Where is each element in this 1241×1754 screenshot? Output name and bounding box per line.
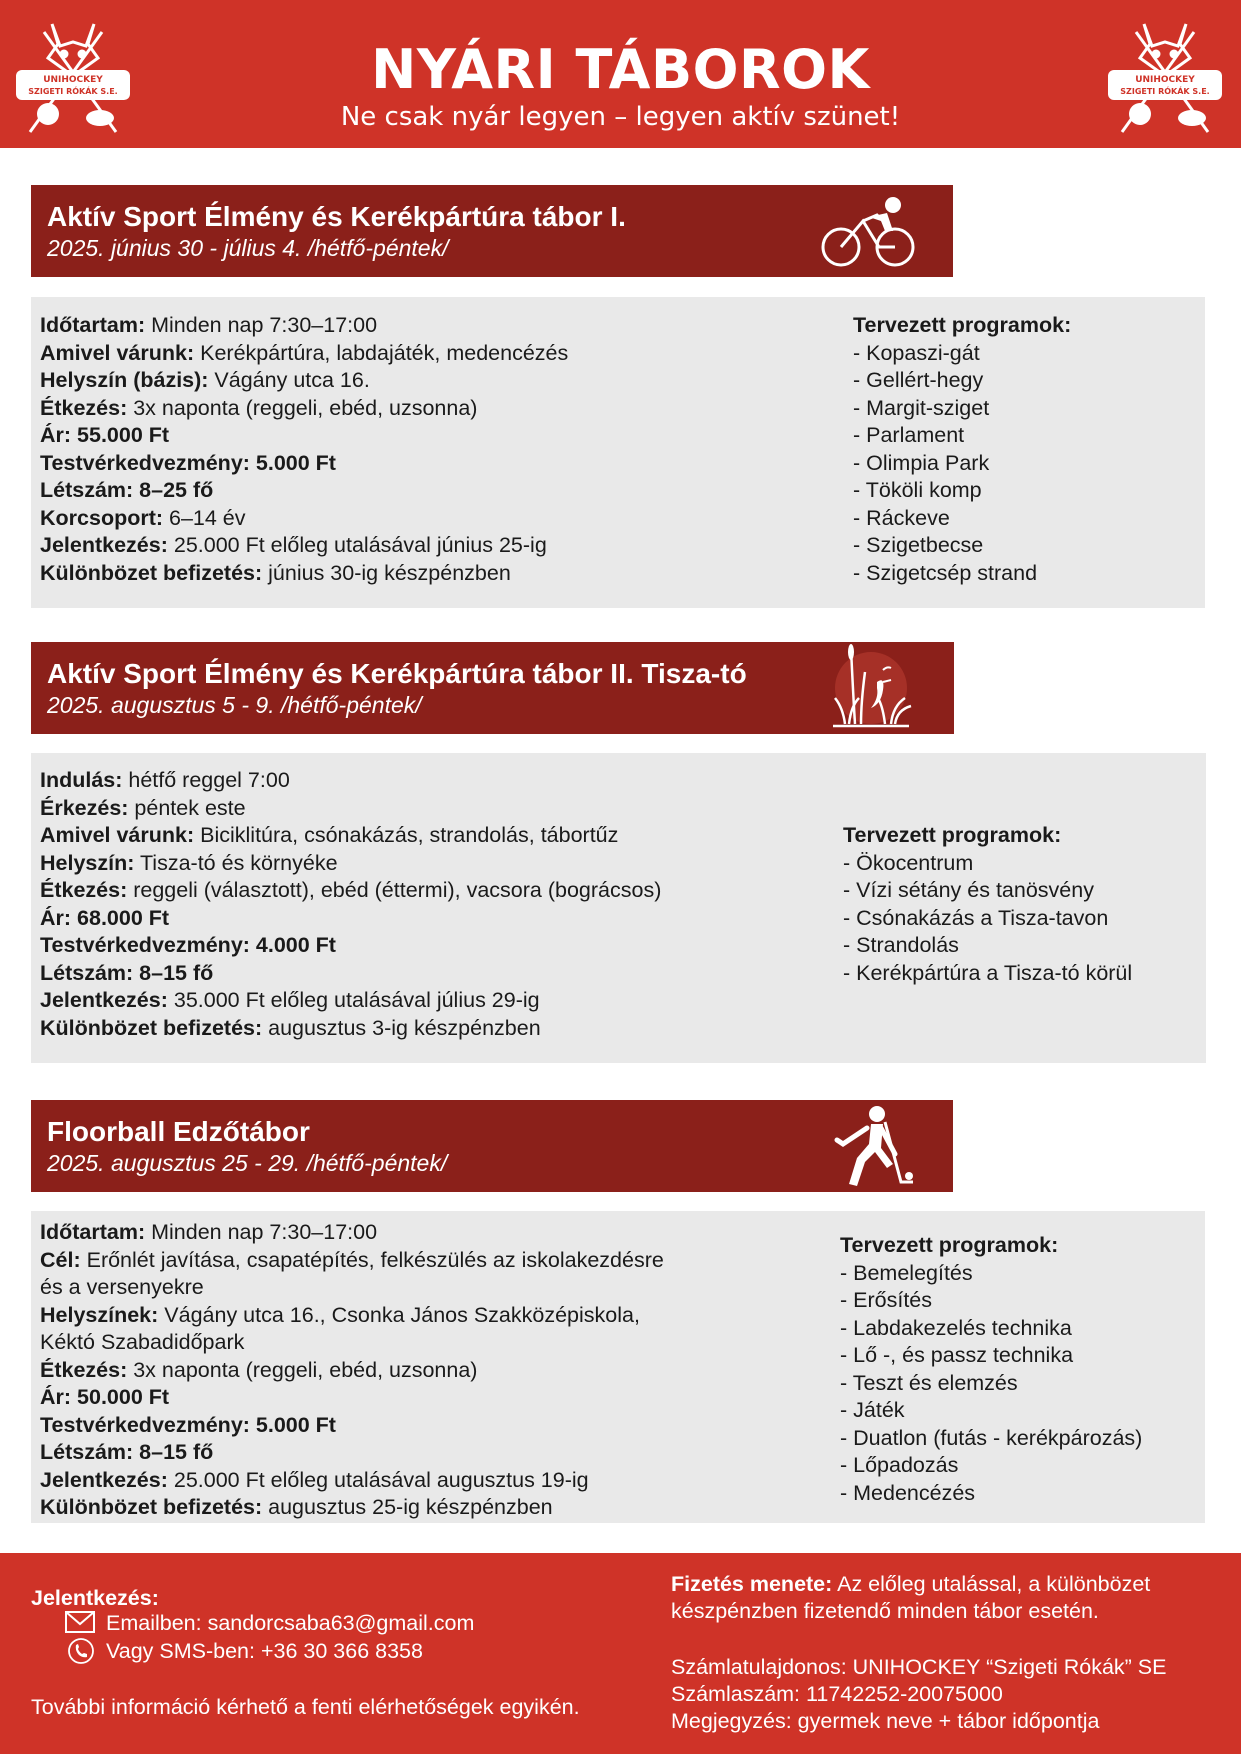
- planned-programs: [843, 822, 1132, 987]
- svg-text:UNIHOCKEY: UNIHOCKEY: [43, 75, 103, 85]
- program-item: - Teszt és elemzés: [840, 1370, 1018, 1395]
- programs-heading: Tervezett programok:: [840, 1233, 1059, 1257]
- camp-banner: [31, 185, 953, 277]
- email-link[interactable]: Emailben: sandorcsaba63@gmail.com: [106, 1611, 475, 1635]
- detail-row: és a versenyekre: [40, 1275, 204, 1299]
- heron-reeds-icon: [825, 642, 917, 734]
- detail-row: Létszám: 8–15 fő: [40, 960, 214, 985]
- program-item: - Ökocentrum: [843, 850, 974, 875]
- svg-text:SZIGETI RÓKÁK S.E.: SZIGETI RÓKÁK S.E.: [1120, 87, 1210, 96]
- camp-date: 2025. augusztus 5 - 9. /hétfő-péntek/: [47, 692, 422, 718]
- camp-banner: [31, 642, 954, 734]
- camp-title: Aktív Sport Élmény és Kerékpártúra tábor II. Tisza-tó: [47, 658, 747, 689]
- detail-row: Kéktó Szabadidőpark: [40, 1330, 245, 1354]
- camp-details-box: [31, 297, 1205, 608]
- program-item: - Tököli komp: [853, 478, 982, 502]
- program-item: - Szigetbecse: [853, 533, 984, 557]
- program-item: - Margit-sziget: [853, 395, 990, 420]
- program-item: - Kopaszi-gát: [853, 340, 980, 365]
- program-item: - Bemelegítés: [840, 1260, 973, 1285]
- detail-row: Indulás: hétfő reggel 7:00: [40, 768, 290, 792]
- camp-banner: [31, 1100, 953, 1192]
- account-number: Számlaszám: 11742252-20075000: [671, 1682, 1003, 1706]
- phone-icon: [67, 1637, 95, 1665]
- detail-row: Jelentkezés: 25.000 Ft előleg utalásával június 25-ig: [40, 533, 547, 557]
- detail-row: Étkezés: 3x naponta (reggeli, ebéd, uzsonna): [40, 395, 478, 420]
- detail-row: Testvérkedvezmény: 4.000 Ft: [40, 933, 336, 957]
- svg-text:SZIGETI RÓKÁK S.E.: SZIGETI RÓKÁK S.E.: [28, 87, 118, 96]
- program-item: - Strandolás: [843, 933, 959, 957]
- detail-row: Különbözet befizetés: augusztus 3-ig készpénzben: [40, 1015, 541, 1040]
- detail-row: Jelentkezés: 35.000 Ft előleg utalásával július 29-ig: [40, 988, 540, 1012]
- programs-heading: Tervezett programok:: [843, 823, 1062, 847]
- account-owner: Számlatulajdonos: UNIHOCKEY “Szigeti Rókák” SE: [671, 1655, 1167, 1679]
- detail-row: Korcsoport: 6–14 év: [40, 505, 246, 530]
- transfer-note: Megjegyzés: gyermek neve + tábor időpontja: [671, 1709, 1100, 1733]
- detail-row: Étkezés: reggeli (választott), ebéd (éttermi), vacsora (bográcsos): [40, 878, 662, 902]
- club-logo: [1104, 14, 1226, 134]
- page-subtitle: Ne csak nyár legyen – legyen aktív szünet!: [340, 102, 901, 132]
- cyclist-icon: [819, 191, 919, 271]
- program-item: - Labdakezelés technika: [840, 1315, 1072, 1340]
- detail-row: Helyszín: Tisza-tó és környéke: [40, 850, 338, 875]
- detail-row: Különbözet befizetés: augusztus 25-ig készpénzben: [40, 1495, 553, 1519]
- program-item: - Csónakázás a Tisza-tavon: [843, 905, 1109, 930]
- detail-row: Étkezés: 3x naponta (reggeli, ebéd, uzsonna): [40, 1357, 478, 1382]
- detail-row: Jelentkezés: 25.000 Ft előleg utalásával augusztus 19-ig: [40, 1467, 589, 1492]
- program-item: - Erősítés: [840, 1288, 932, 1312]
- camp-details: [40, 767, 661, 1042]
- detail-row: Helyszín (bázis): Vágány utca 16.: [40, 368, 370, 392]
- svg-text:UNIHOCKEY: UNIHOCKEY: [1135, 75, 1195, 85]
- program-item: - Játék: [840, 1398, 905, 1422]
- detail-row: Amivel várunk: Biciklitúra, csónakázás, strandolás, tábortűz: [40, 823, 619, 847]
- page-header: [0, 0, 1241, 148]
- detail-row: Létszám: 8–25 fő: [40, 478, 214, 502]
- detail-row: Amivel várunk: Kerékpártúra, labdajáték, medencézés: [40, 340, 569, 365]
- envelope-icon: [65, 1611, 95, 1633]
- detail-row: Létszám: 8–15 fő: [40, 1440, 214, 1464]
- contact-title: Jelentkezés:: [31, 1586, 159, 1610]
- detail-row: Ár: 68.000 Ft: [40, 905, 170, 930]
- camp-details: [40, 1219, 664, 1522]
- detail-row: Ár: 55.000 Ft: [40, 423, 170, 447]
- detail-row: Testvérkedvezmény: 5.000 Ft: [40, 450, 336, 475]
- program-item: - Kerékpártúra a Tisza-tó körül: [843, 960, 1133, 985]
- detail-row: Cél: Erőnlét javítása, csapatépítés, felkészülés az iskolakezdésre: [40, 1247, 664, 1272]
- sms-phone[interactable]: Vagy SMS-ben: +36 30 366 8358: [106, 1639, 423, 1663]
- page-title: NYÁRI TÁBOROK: [371, 38, 870, 101]
- floorball-player-icon: [821, 1104, 921, 1190]
- programs-heading: Tervezett programok:: [853, 313, 1072, 337]
- detail-row: Időtartam: Minden nap 7:30–17:00: [40, 1220, 378, 1244]
- planned-programs: [840, 1232, 1142, 1507]
- camp-details: [40, 312, 568, 587]
- detail-row: Időtartam: Minden nap 7:30–17:00: [40, 313, 378, 337]
- camp-details-box: [31, 753, 1206, 1063]
- detail-row: Helyszínek: Vágány utca 16., Csonka János Szakközépiskola,: [40, 1302, 640, 1327]
- camp-details-box: [31, 1211, 1205, 1523]
- program-item: - Gellért-hegy: [853, 368, 984, 392]
- camp-date: 2025. június 30 - július 4. /hétfő-péntek/: [47, 235, 449, 261]
- program-item: - Duatlon (futás - kerékpározás): [840, 1425, 1143, 1450]
- program-item: - Vízi sétány és tanösvény: [843, 878, 1094, 902]
- program-item: - Szigetcsép strand: [853, 560, 1038, 585]
- program-item: - Olimpia Park: [853, 450, 990, 475]
- program-item: - Medencézés: [840, 1480, 976, 1505]
- detail-row: Különbözet befizetés: június 30-ig készpénzben: [40, 560, 511, 585]
- info-text: További információ kérhető a fenti elérhetőségek egyikén.: [31, 1695, 580, 1719]
- program-item: - Lőpadozás: [840, 1453, 959, 1477]
- camp-title: Aktív Sport Élmény és Kerékpártúra tábor I.: [47, 201, 626, 232]
- program-item: - Lő -, és passz technika: [840, 1343, 1074, 1367]
- detail-row: Testvérkedvezmény: 5.000 Ft: [40, 1412, 336, 1437]
- camp-date: 2025. augusztus 25 - 29. /hétfő-péntek/: [47, 1150, 448, 1176]
- planned-programs: [853, 312, 1071, 587]
- program-item: - Parlament: [853, 423, 965, 447]
- detail-row: Érkezés: péntek este: [40, 795, 246, 820]
- program-item: - Ráckeve: [853, 505, 950, 530]
- payment-method-cont: készpénzben fizetendő minden tábor esetén.: [671, 1599, 1099, 1623]
- detail-row: Ár: 50.000 Ft: [40, 1385, 170, 1409]
- payment-method: Fizetés menete: Az előleg utalással, a különbözet: [671, 1572, 1151, 1596]
- page-footer: [0, 1553, 1241, 1754]
- camp-title: Floorball Edzőtábor: [47, 1116, 310, 1147]
